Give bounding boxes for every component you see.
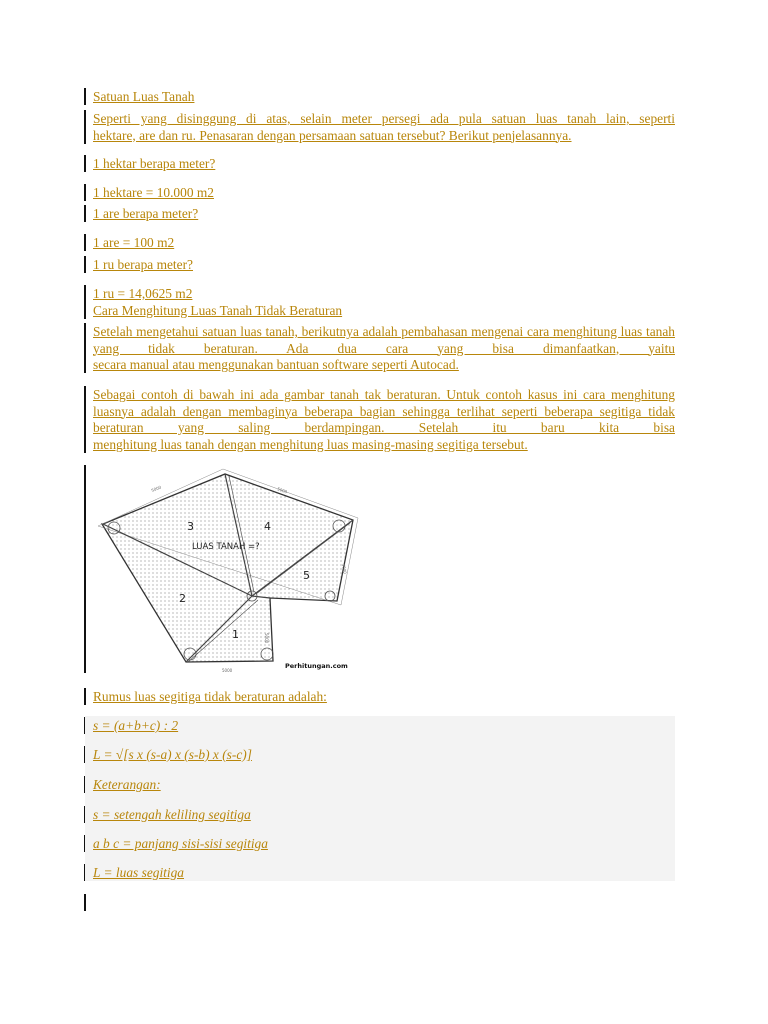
heading-satuan-luas-tanah[interactable]: Satuan Luas Tanah	[93, 89, 195, 104]
paragraph-line: menghitung luas tanah dengan menghitung luas masing-masing segitiga tersebut.	[93, 436, 528, 452]
paragraph-line: menghitung luas tanah yang tidak beraturan. Ada dua cara yang bisa dimanfaatkan, yaitu	[93, 324, 675, 356]
margin-bar	[84, 110, 86, 144]
margin-bar	[84, 234, 86, 251]
heading-cara-menghitung[interactable]: Cara Menghitung Luas Tanah Tidak Beraturan	[93, 303, 343, 318]
formula-box	[85, 716, 675, 881]
region-label-4: 4	[264, 520, 271, 533]
margin-bar	[84, 184, 86, 201]
svg-text:5000: 5000	[276, 486, 288, 495]
paragraph-line: secara manual atau menggunakan bantuan software seperti Autocad.	[93, 357, 459, 372]
question-are[interactable]: 1 are berapa meter?	[93, 206, 199, 221]
formula-l[interactable]: L = √[s x (s-a) x (s-b) x (s-c)]	[93, 747, 252, 762]
margin-bar	[84, 688, 86, 705]
region-label-2: 2	[179, 592, 186, 605]
answer-are[interactable]: 1 are = 100 m2	[93, 235, 175, 250]
region-label-5: 5	[303, 569, 310, 582]
keterangan-l[interactable]: L = luas segitiga	[93, 865, 185, 880]
question-ru[interactable]: 1 ru berapa meter?	[93, 257, 193, 272]
question-hektar[interactable]: 1 hektar berapa meter?	[93, 156, 216, 171]
area-question-label: LUAS TANAH =?	[192, 542, 260, 552]
margin-bar	[84, 323, 86, 373]
svg-text:5000: 5000	[222, 668, 233, 673]
paragraph-cara-menghitung[interactable]	[93, 324, 675, 374]
svg-text:5000: 5000	[264, 633, 269, 644]
region-label-1: 1	[232, 628, 239, 641]
paragraph-line: Sebagai contoh di bawah ini ada gambar tanah tak beraturan. Untuk contoh kasus ini cara	[93, 387, 606, 402]
paragraph-line: menghitung luasnya adalah dengan membaginya beberapa bagian sehingga terlihat seperti	[93, 387, 675, 419]
svg-text:5000: 5000	[341, 563, 348, 575]
formula-s[interactable]: s = (a+b+c) : 2	[93, 718, 179, 733]
paragraph-line: hektare, are dan ru. Penasaran dengan persamaan satuan tersebut? Berikut penjelasannya.	[93, 127, 572, 143]
margin-bar	[84, 88, 86, 105]
margin-bar	[84, 155, 86, 172]
margin-bar	[84, 386, 86, 453]
margin-bar	[84, 894, 86, 911]
paragraph-satuan-intro[interactable]	[93, 111, 675, 144]
answer-ru[interactable]: 1 ru = 14,0625 m2	[93, 286, 193, 301]
keterangan-s[interactable]: s = setengah keliling segitiga	[93, 807, 251, 822]
svg-text:5000: 5000	[150, 484, 162, 493]
keterangan-label[interactable]: Keterangan:	[93, 777, 161, 792]
paragraph-line: Setelah mengetahui satuan luas tanah, berikutnya adalah pembahasan mengenai cara	[93, 324, 550, 339]
margin-bar	[84, 285, 86, 319]
paragraph-line: Seperti yang disinggung di atas, selain meter persegi ada pula satuan luas tanah lain, seperti	[93, 111, 675, 126]
paragraph-contoh[interactable]	[93, 387, 675, 453]
margin-bar	[84, 465, 86, 673]
margin-bar	[84, 205, 86, 222]
region-label-3: 3	[187, 520, 194, 533]
land-area-figure	[92, 468, 362, 676]
formula-intro[interactable]: Rumus luas segitiga tidak beraturan adalah:	[93, 689, 327, 704]
figure-credit: Perhitungan.com	[285, 662, 348, 670]
answer-hektar[interactable]: 1 hektare = 10.000 m2	[93, 185, 214, 200]
margin-bar	[84, 256, 86, 273]
keterangan-abc[interactable]: a b c = panjang sisi-sisi segitiga	[93, 836, 268, 851]
paragraph-line: beberapa segitiga tidak beraturan yang saling berdampingan. Setelah itu baru kita bisa	[93, 403, 675, 435]
